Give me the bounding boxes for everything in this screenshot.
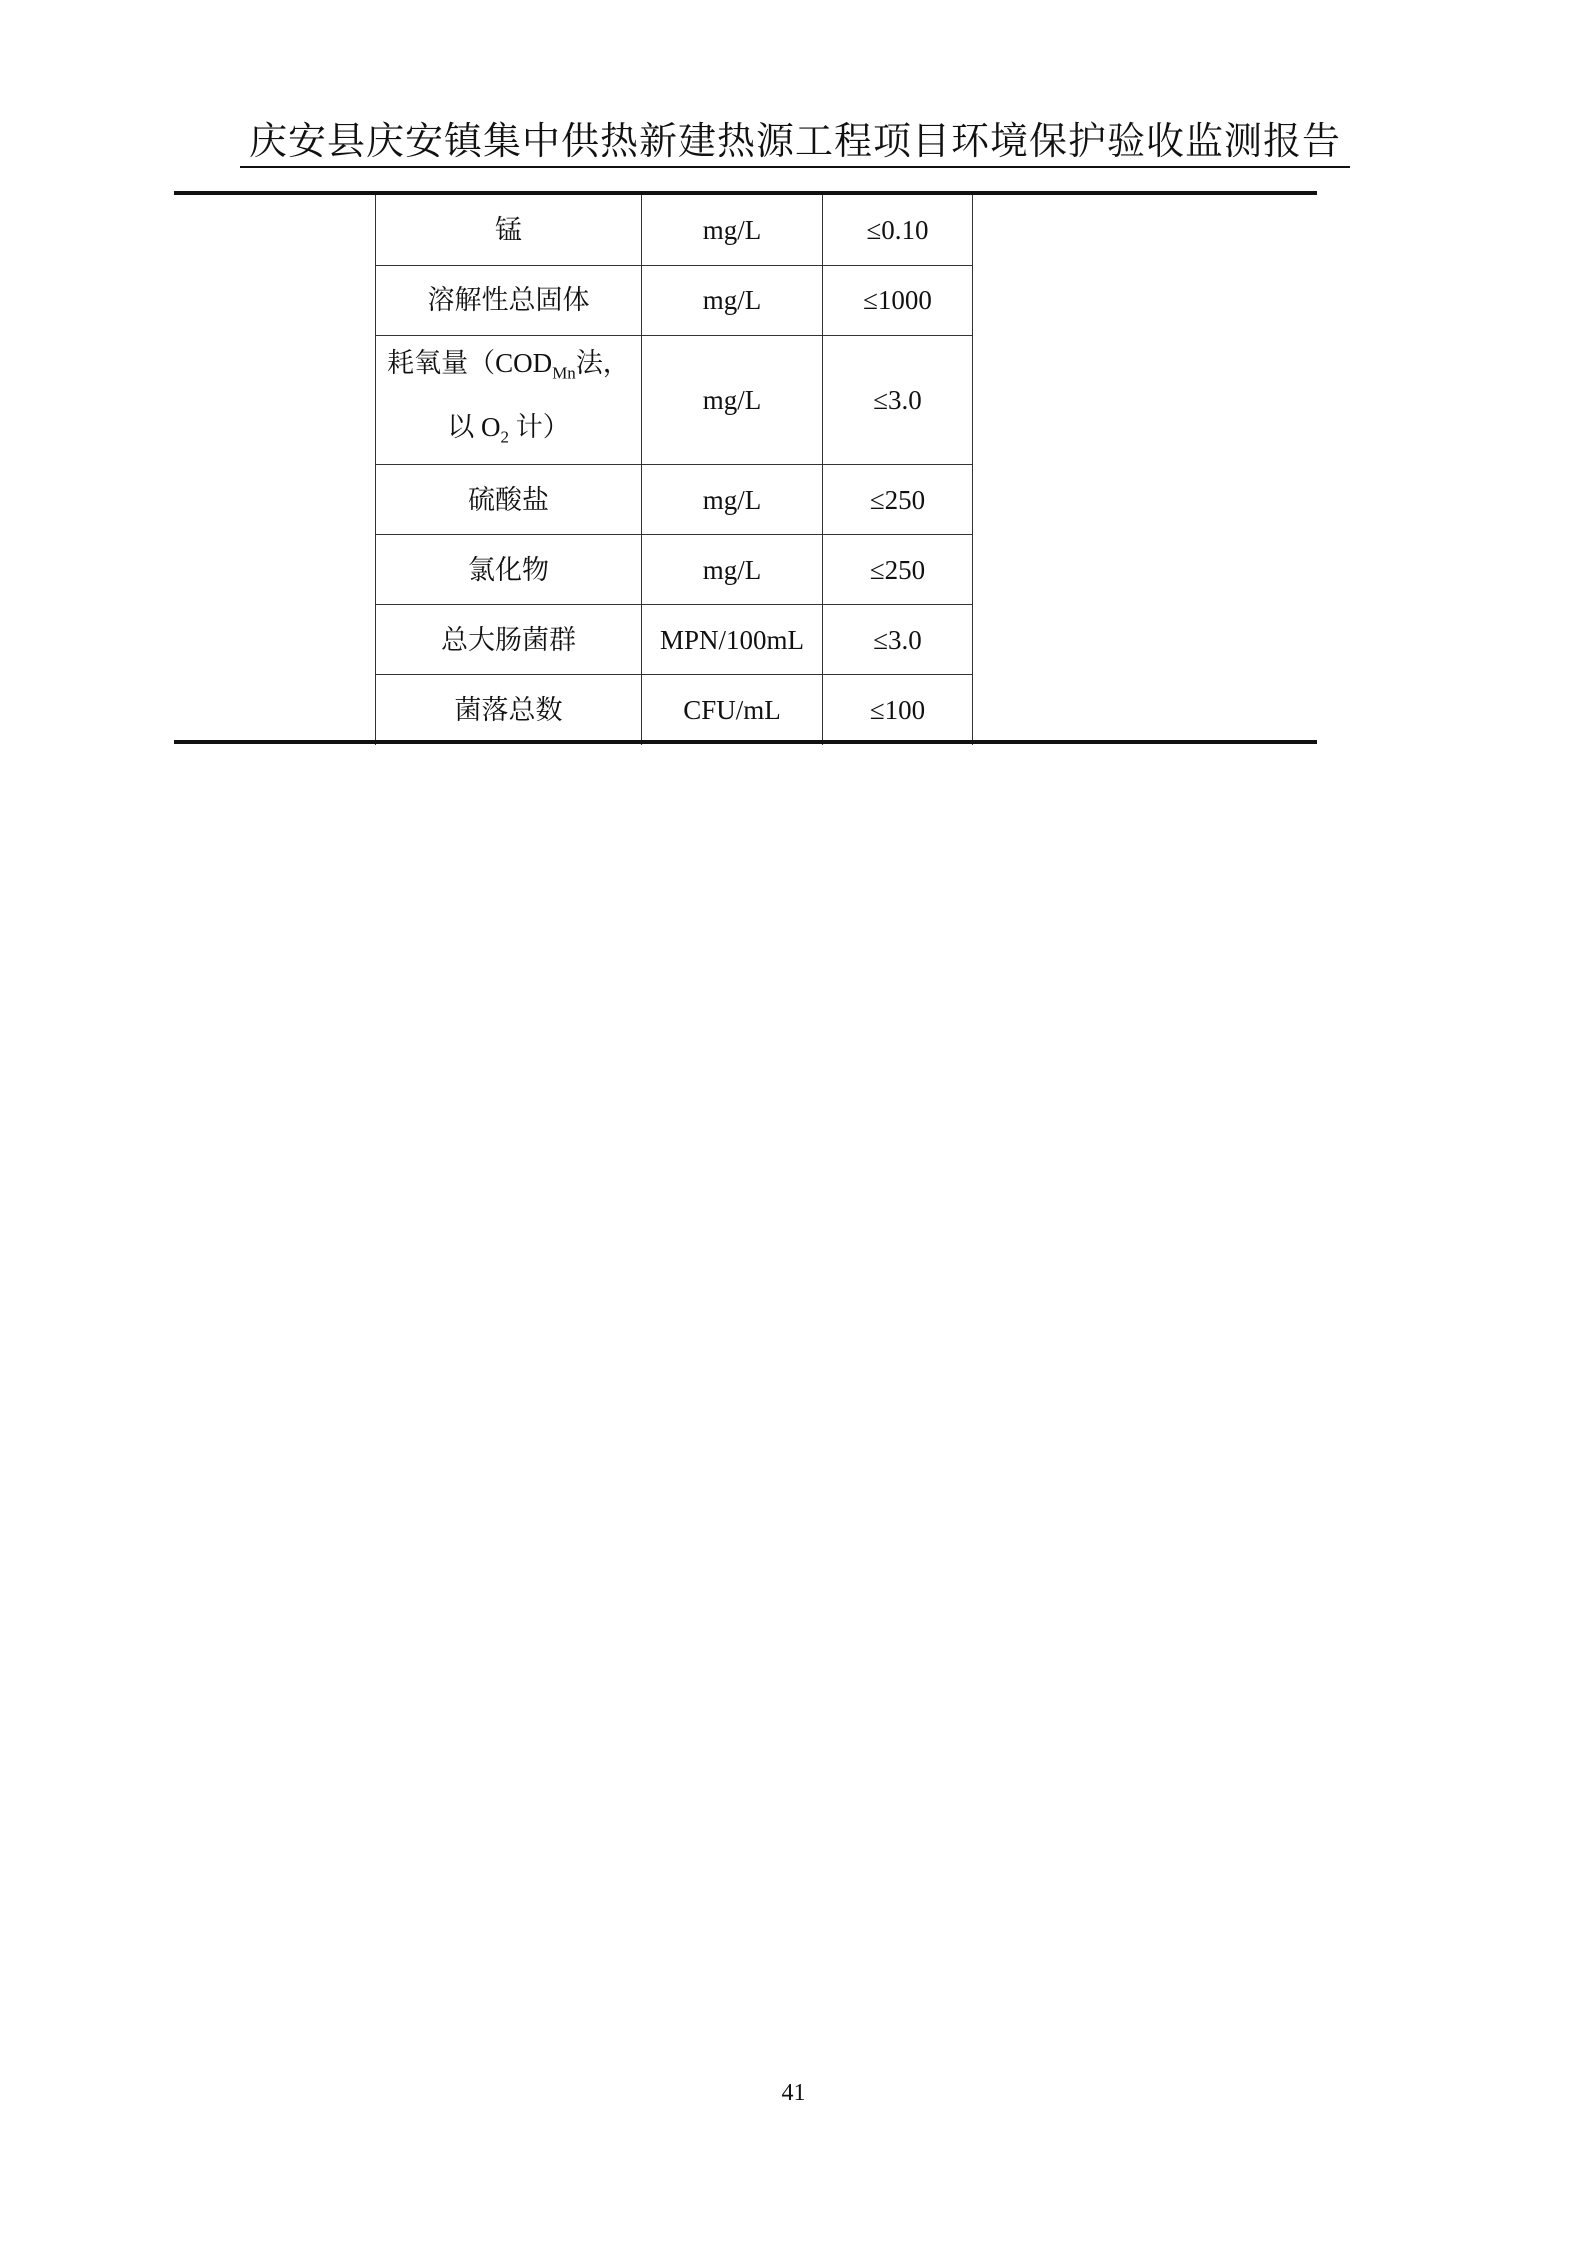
unit-cell: CFU/mL <box>642 675 823 745</box>
table-row <box>376 535 973 605</box>
item-cell: 硫酸盐 <box>376 465 642 535</box>
table-row <box>376 265 973 335</box>
item-cell: 菌落总数 <box>376 675 642 745</box>
limit-cell: ≤100 <box>823 675 973 745</box>
page-header-title: 庆安县庆安镇集中供热新建热源工程项目环境保护验收监测报告 <box>248 121 1341 163</box>
item-cell: 总大肠菌群 <box>376 605 642 675</box>
item-line-2: 以 $O_2$ 计） <box>447 411 570 447</box>
unit-cell: MPN/100mL <box>642 605 823 675</box>
header-rule <box>240 166 1350 168</box>
item-cell: 锰 <box>376 195 642 265</box>
unit-cell: mg/L <box>642 195 823 265</box>
table-row <box>376 465 973 535</box>
table-row <box>376 605 973 675</box>
water-quality-standard-table <box>375 195 973 745</box>
unit-cell: mg/L <box>642 535 823 605</box>
limit-cell: ≤250 <box>823 465 973 535</box>
table-bottom-rule <box>174 740 1317 744</box>
limit-cell: ≤1000 <box>823 265 973 335</box>
page-number: 41 <box>781 2080 806 2106</box>
item-cell: 氯化物 <box>376 535 642 605</box>
table-row <box>376 195 973 265</box>
item-line-1: 耗氧量（$COD_{Mn}$法， <box>387 347 630 382</box>
limit-cell: ≤3.0 <box>823 335 973 465</box>
limit-cell: ≤250 <box>823 535 973 605</box>
item-cell: 溶解性总固体 <box>376 265 642 335</box>
table-row <box>376 675 973 745</box>
unit-cell: mg/L <box>642 465 823 535</box>
limit-cell: ≤0.10 <box>823 195 973 265</box>
unit-cell: mg/L <box>642 265 823 335</box>
table-row <box>376 335 973 465</box>
item-cell <box>376 335 642 465</box>
unit-cell: mg/L <box>642 335 823 465</box>
limit-cell: ≤3.0 <box>823 605 973 675</box>
